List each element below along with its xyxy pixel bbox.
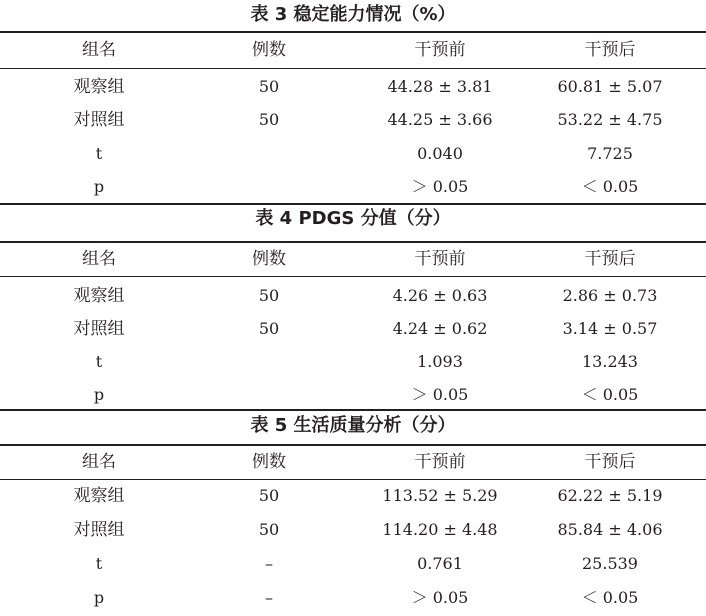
- header-row: [0, 445, 706, 479]
- header-row: [0, 33, 706, 67]
- header-cell-before: 干预前: [414, 249, 466, 269]
- row-count: 50: [258, 286, 280, 305]
- row-label: 对照组: [73, 110, 125, 130]
- header-rule: [0, 68, 706, 69]
- row-count: [184, 137, 354, 171]
- table-title: 表 4 PDGS 分值（分）: [255, 208, 451, 229]
- row-before: 4.24 ± 0.62: [392, 319, 488, 338]
- row-label: 观察组: [73, 486, 125, 506]
- row-before: 113.52 ± 5.29: [382, 486, 498, 505]
- header-cell-group: 组名: [82, 40, 116, 60]
- row-label: p: [93, 177, 105, 196]
- table-row: [0, 378, 706, 412]
- row-count: 50: [258, 110, 280, 129]
- header-row: [0, 242, 706, 276]
- row-count: –: [265, 554, 273, 573]
- row-after: 25.539: [582, 554, 638, 573]
- table-row: [0, 103, 706, 137]
- row-before: 0.761: [417, 554, 463, 573]
- table-row: [0, 513, 706, 547]
- row-count: 50: [258, 486, 280, 505]
- row-before: ＞ 0.05: [411, 588, 469, 607]
- row-after: ＜ 0.05: [581, 385, 639, 404]
- row-label: t: [95, 554, 103, 573]
- header-cell-count: 例数: [252, 249, 286, 269]
- table-row: [0, 70, 706, 104]
- row-label: 对照组: [73, 319, 125, 339]
- row-label: 观察组: [73, 77, 125, 97]
- row-after: ＜ 0.05: [581, 588, 639, 607]
- header-cell-after: 干预后: [584, 40, 636, 60]
- row-label: p: [93, 385, 105, 404]
- row-after: 13.243: [582, 352, 638, 371]
- row-count: 50: [258, 520, 280, 539]
- row-before: 114.20 ± 4.48: [382, 520, 498, 539]
- header-cell-after: 干预后: [584, 452, 636, 472]
- row-before: 4.26 ± 0.63: [392, 286, 488, 305]
- header-cell-before: 干预前: [414, 452, 466, 472]
- row-before: 44.28 ± 3.81: [387, 77, 493, 96]
- row-before: ＞ 0.05: [411, 385, 469, 404]
- row-after: 62.22 ± 5.19: [557, 486, 663, 505]
- table-title: 表 3 稳定能力情况（%）: [250, 4, 456, 25]
- row-count: –: [265, 588, 273, 607]
- row-before: 0.040: [417, 144, 463, 163]
- row-after: 60.81 ± 5.07: [557, 77, 663, 96]
- row-label: t: [95, 352, 103, 371]
- header-cell-count: 例数: [252, 40, 286, 60]
- table-row: [0, 479, 706, 513]
- header-cell-after: 干预后: [584, 249, 636, 269]
- row-label: t: [95, 144, 103, 163]
- table-row: [0, 137, 706, 171]
- row-count: [184, 345, 354, 379]
- table-row: [0, 170, 706, 204]
- table-row: [0, 312, 706, 346]
- header-cell-before: 干预前: [414, 40, 466, 60]
- row-label: 观察组: [73, 286, 125, 306]
- table-row: [0, 345, 706, 379]
- row-count: 50: [258, 319, 280, 338]
- table-row: [0, 279, 706, 313]
- row-before: 1.093: [417, 352, 463, 371]
- row-after: 85.84 ± 4.06: [557, 520, 663, 539]
- row-count: 50: [258, 77, 280, 96]
- header-cell-group: 组名: [82, 249, 116, 269]
- row-after: ＜ 0.05: [581, 177, 639, 196]
- row-count: [184, 378, 354, 412]
- row-before: 44.25 ± 3.66: [387, 110, 493, 129]
- row-after: 2.86 ± 0.73: [562, 286, 658, 305]
- row-after: 7.725: [587, 144, 633, 163]
- row-count: [184, 170, 354, 204]
- row-after: 53.22 ± 4.75: [557, 110, 663, 129]
- row-label: 对照组: [73, 520, 125, 540]
- header-cell-count: 例数: [252, 452, 286, 472]
- header-rule: [0, 276, 706, 277]
- table-row: [0, 547, 706, 581]
- row-before: ＞ 0.05: [411, 177, 469, 196]
- row-label: p: [93, 588, 105, 607]
- table-title: 表 5 生活质量分析（分）: [250, 415, 456, 436]
- header-cell-group: 组名: [82, 452, 116, 472]
- table-row: [0, 581, 706, 615]
- row-after: 3.14 ± 0.57: [562, 319, 658, 338]
